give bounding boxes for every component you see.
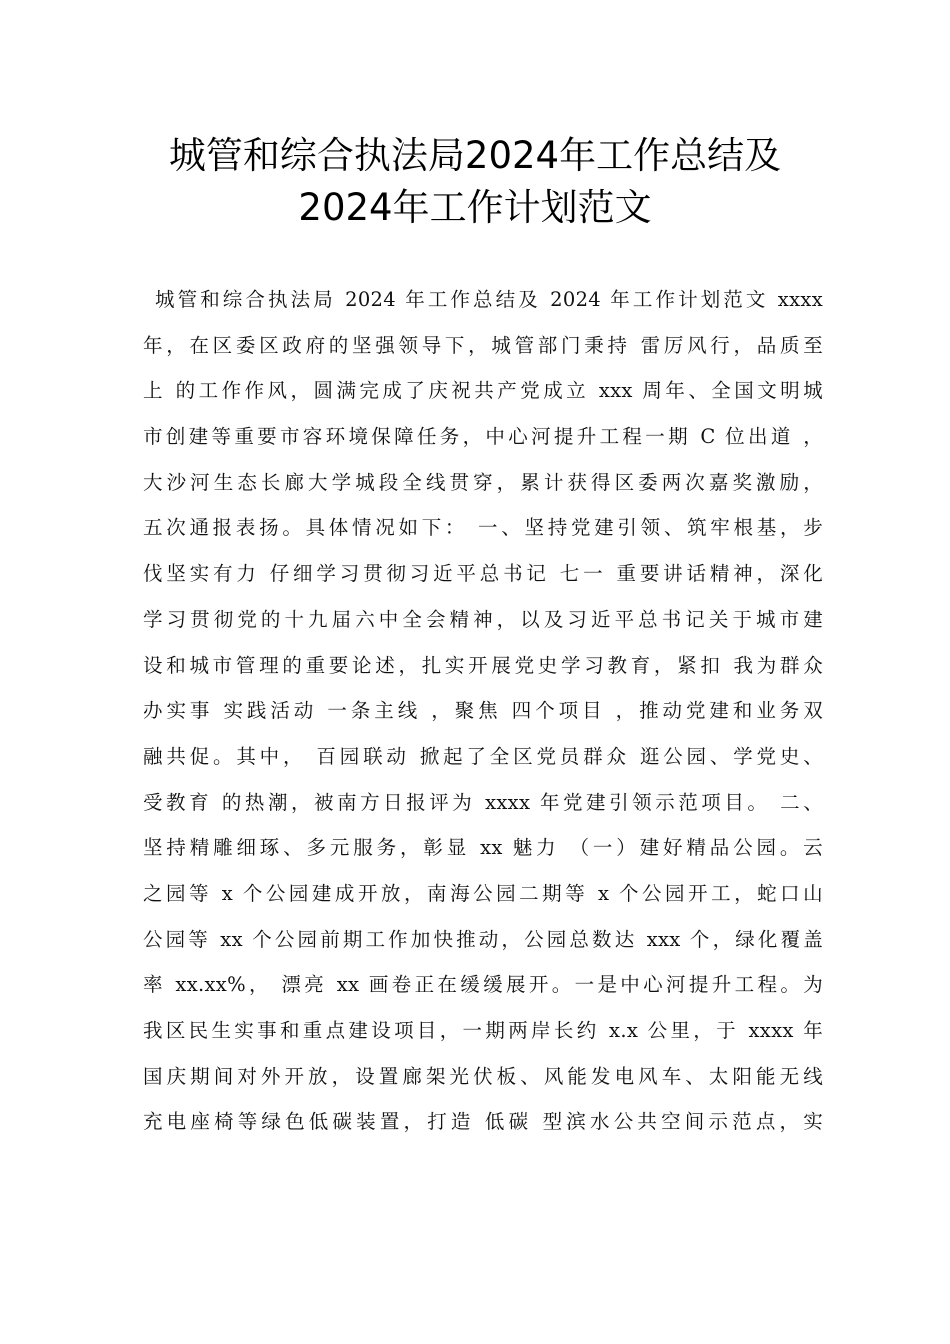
body-line: 之园等 x 个公园建成开放，南海公园二期等 x 个公园开工，蛇口山 — [143, 881, 823, 905]
body-line: 城管和综合执法局 2024 年工作总结及 2024 年工作计划范文 xxxx — [155, 288, 823, 311]
body-line: 学习贯彻党的十九届六中全会精神，以及习近平总书记关于城市建 — [143, 607, 823, 631]
body-line: 充电座椅等绿色低碳装置，打造 低碳 型滨水公共空间示范点，实 — [143, 1110, 823, 1134]
body-line: 大沙河生态长廊大学城段全线贯穿，累计获得区委两次嘉奖激励， — [143, 470, 823, 494]
body-line: 伐坚实有力 仔细学习贯彻习近平总书记 七一 重要讲话精神，深化 — [143, 562, 823, 586]
body-line: 受教育 的热潮，被南方日报评为 xxxx 年党建引领示范项目。 二、 — [143, 790, 823, 814]
body-line: 办实事 实践活动 一条主线 ，聚焦 四个项目 ，推动党建和业务双 — [143, 699, 823, 723]
body-line: 国庆期间对外开放，设置廊架光伏板、风能发电风车、太阳能无线 — [143, 1064, 823, 1088]
body-line: 上 的工作作风，圆满完成了庆祝共产党成立 xxx 周年、全国文明城 — [143, 379, 823, 403]
body-line: 率 xx.xx%， 漂亮 xx 画卷正在缓缓展开。一是中心河提升工程。为 — [143, 973, 823, 997]
body-line: 坚持精雕细琢、多元服务，彰显 xx 魅力 （一）建好精品公园。云 — [143, 836, 823, 860]
body-line: 年，在区委区政府的坚强领导下，城管部门秉持 雷厉风行，品质至 — [143, 333, 823, 357]
body-line: 融共促。其中， 百园联动 掀起了全区党员群众 逛公园、学党史、 — [143, 744, 823, 768]
body-line: 五次通报表扬。具体情况如下： 一、坚持党建引领、筑牢根基，步 — [143, 516, 823, 540]
document-title-line-2: 2024年工作计划范文 — [298, 186, 652, 229]
body-line: 市创建等重要市容环境保障任务，中心河提升工程一期 C 位出道 ， — [143, 425, 823, 449]
body-line: 我区民生实事和重点建设项目，一期两岸长约 x.x 公里，于 xxxx 年 — [143, 1019, 823, 1042]
body-line: 设和城市管理的重要论述，扎实开展党史学习教育，紧扣 我为群众 — [143, 653, 823, 677]
document-title-line-1: 城管和综合执法局2024年工作总结及 — [168, 134, 782, 177]
document-body — [143, 277, 823, 1145]
body-line: 公园等 xx 个公园前期工作加快推动，公园总数达 xxx 个，绿化覆盖 — [143, 927, 823, 951]
